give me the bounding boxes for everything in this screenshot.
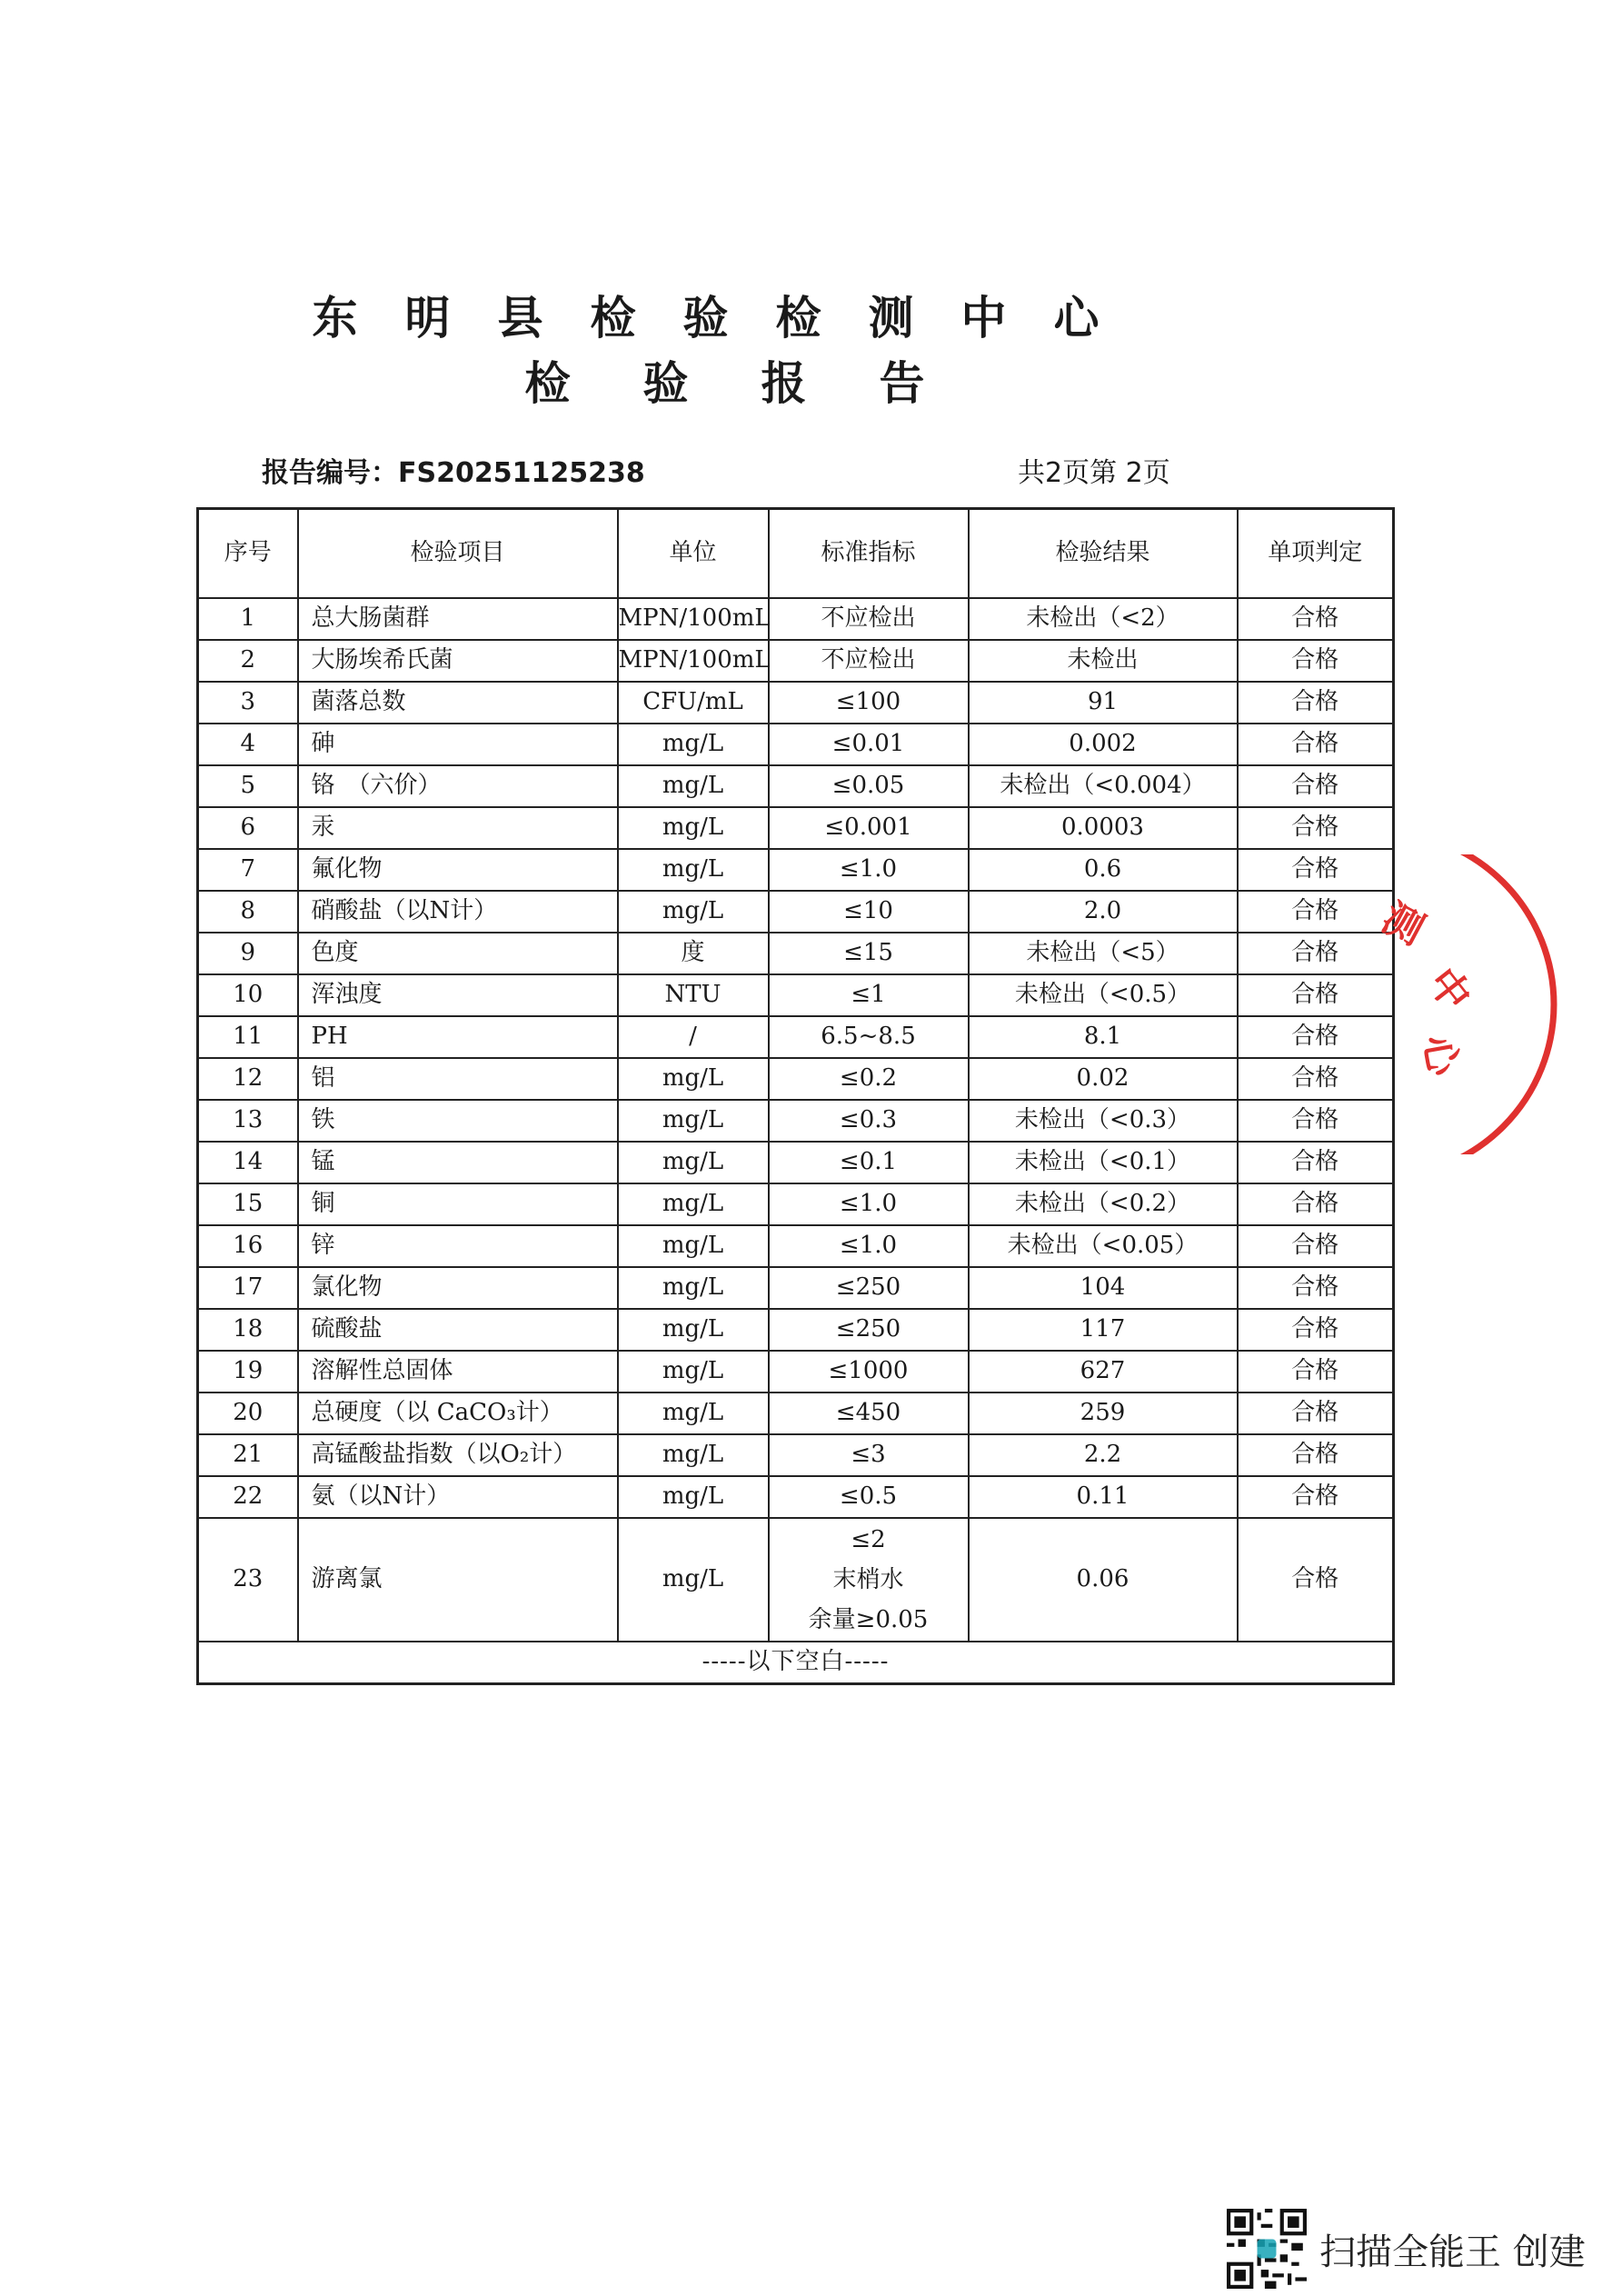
table-footer-row <box>198 1642 1394 1684</box>
cell-no: 14 <box>198 1142 298 1183</box>
table-row <box>198 682 1394 724</box>
cell-unit: mg/L <box>618 1434 769 1476</box>
cell-item: 汞 <box>298 807 618 849</box>
table-row <box>198 1267 1394 1309</box>
cell-item: 大肠埃希氏菌 <box>298 640 618 682</box>
cell-no: 18 <box>198 1309 298 1351</box>
cell-unit: mg/L <box>618 807 769 849</box>
cell-standard: ≤0.2 <box>769 1058 969 1100</box>
cell-unit: mg/L <box>618 1142 769 1183</box>
cell-judgement: 合格 <box>1238 891 1394 933</box>
cell-result: 2.0 <box>969 891 1238 933</box>
cell-item: 砷 <box>298 724 618 765</box>
table-row <box>198 598 1394 640</box>
table-row <box>198 1309 1394 1351</box>
cell-no: 21 <box>198 1434 298 1476</box>
cell-result: 8.1 <box>969 1016 1238 1058</box>
cell-item: 硝酸盐（以N计） <box>298 891 618 933</box>
cell-no: 19 <box>198 1351 298 1393</box>
cell-no: 6 <box>198 807 298 849</box>
cell-judgement: 合格 <box>1238 1267 1394 1309</box>
cell-standard: ≤0.01 <box>769 724 969 765</box>
cell-result: 未检出（<0.2） <box>969 1183 1238 1225</box>
cell-standard: ≤1000 <box>769 1351 969 1393</box>
table-row <box>198 849 1394 891</box>
cell-standard: ≤1.0 <box>769 1183 969 1225</box>
cell-result: 未检出（<0.5） <box>969 974 1238 1016</box>
blank-below-note: -----以下空白----- <box>198 1642 1394 1684</box>
results-table <box>196 507 1395 1685</box>
table-row <box>198 1476 1394 1518</box>
cell-judgement: 合格 <box>1238 1058 1394 1100</box>
standard-line: 末梢水 <box>832 1566 904 1593</box>
table-row <box>198 1100 1394 1142</box>
table-row <box>198 933 1394 974</box>
cell-item: 浑浊度 <box>298 974 618 1016</box>
cell-unit: mg/L <box>618 765 769 807</box>
table-row <box>198 765 1394 807</box>
cell-standard <box>769 1518 969 1642</box>
cell-judgement: 合格 <box>1238 1100 1394 1142</box>
cell-unit: mg/L <box>618 1309 769 1351</box>
cell-unit: mg/L <box>618 849 769 891</box>
cell-standard: ≤0.1 <box>769 1142 969 1183</box>
qr-code-icon <box>1227 2209 1307 2289</box>
cell-item: 高锰酸盐指数（以O₂计） <box>298 1434 618 1476</box>
cell-judgement: 合格 <box>1238 849 1394 891</box>
cell-result: 0.6 <box>969 849 1238 891</box>
cell-judgement: 合格 <box>1238 1183 1394 1225</box>
cell-no: 7 <box>198 849 298 891</box>
table-row <box>198 1058 1394 1100</box>
cell-standard: ≤3 <box>769 1434 969 1476</box>
table-row <box>198 1518 1394 1642</box>
cell-no: 22 <box>198 1476 298 1518</box>
cell-item: 溶解性总固体 <box>298 1351 618 1393</box>
table-row <box>198 1016 1394 1058</box>
cell-item: 硫酸盐 <box>298 1309 618 1351</box>
cell-unit: 度 <box>618 933 769 974</box>
cell-judgement: 合格 <box>1238 807 1394 849</box>
col-header-judgement: 单项判定 <box>1238 509 1394 599</box>
cell-standard: ≤1.0 <box>769 849 969 891</box>
cell-no: 4 <box>198 724 298 765</box>
cell-result: 627 <box>969 1351 1238 1393</box>
cell-unit: MPN/100mL <box>618 640 769 682</box>
cell-judgement: 合格 <box>1238 974 1394 1016</box>
cell-result: 0.0003 <box>969 807 1238 849</box>
cell-item: 铝 <box>298 1058 618 1100</box>
cell-judgement: 合格 <box>1238 1351 1394 1393</box>
cell-no: 11 <box>198 1016 298 1058</box>
cell-unit: mg/L <box>618 1058 769 1100</box>
cell-unit: CFU/mL <box>618 682 769 724</box>
cell-standard: ≤0.3 <box>769 1100 969 1142</box>
standard-line: ≤2 <box>851 1526 886 1553</box>
cell-unit: mg/L <box>618 1225 769 1267</box>
cell-judgement: 合格 <box>1238 682 1394 724</box>
cell-unit: mg/L <box>618 891 769 933</box>
cell-item: 铁 <box>298 1100 618 1142</box>
table-row <box>198 724 1394 765</box>
cell-standard: 不应检出 <box>769 640 969 682</box>
cell-no: 5 <box>198 765 298 807</box>
cell-judgement: 合格 <box>1238 1142 1394 1183</box>
cell-standard: ≤100 <box>769 682 969 724</box>
cell-judgement: 合格 <box>1238 765 1394 807</box>
cell-standard: ≤15 <box>769 933 969 974</box>
col-header-result: 检验结果 <box>969 509 1238 599</box>
cell-judgement: 合格 <box>1238 598 1394 640</box>
cell-unit: NTU <box>618 974 769 1016</box>
cell-no: 9 <box>198 933 298 974</box>
cell-unit: mg/L <box>618 1393 769 1434</box>
cell-standard: ≤1 <box>769 974 969 1016</box>
cell-unit: mg/L <box>618 1267 769 1309</box>
cell-item: 铜 <box>298 1183 618 1225</box>
cell-result: 0.002 <box>969 724 1238 765</box>
cell-unit: MPN/100mL <box>618 598 769 640</box>
table-row <box>198 1393 1394 1434</box>
col-header-item: 检验项目 <box>298 509 618 599</box>
cell-judgement: 合格 <box>1238 1434 1394 1476</box>
cell-no: 3 <box>198 682 298 724</box>
table-row <box>198 891 1394 933</box>
stamp-char: 测 <box>1374 894 1432 954</box>
cell-standard: ≤450 <box>769 1393 969 1434</box>
cell-unit: mg/L <box>618 1183 769 1225</box>
scanner-watermark-text: 扫描全能王 创建 <box>1319 2231 1586 2273</box>
cell-item: 锰 <box>298 1142 618 1183</box>
standard-line: 余量≥0.05 <box>808 1606 929 1633</box>
cell-judgement: 合格 <box>1238 640 1394 682</box>
cell-result: 0.11 <box>969 1476 1238 1518</box>
cell-judgement: 合格 <box>1238 1476 1394 1518</box>
col-header-no: 序号 <box>198 509 298 599</box>
cell-unit: mg/L <box>618 724 769 765</box>
stamp-char: 中 <box>1418 959 1480 1020</box>
table-row <box>198 1183 1394 1225</box>
cell-item: 菌落总数 <box>298 682 618 724</box>
table-row <box>198 1225 1394 1267</box>
cell-result: 104 <box>969 1267 1238 1309</box>
cell-unit: mg/L <box>618 1476 769 1518</box>
cell-item: 氨（以N计） <box>298 1476 618 1518</box>
cell-item: 色度 <box>298 933 618 974</box>
official-seal-stamp <box>1363 854 1581 1154</box>
cell-no: 10 <box>198 974 298 1016</box>
cell-unit: mg/L <box>618 1518 769 1642</box>
cell-unit: / <box>618 1016 769 1058</box>
cell-result: 未检出（<2） <box>969 598 1238 640</box>
cell-result: 未检出（<5） <box>969 933 1238 974</box>
cell-no: 8 <box>198 891 298 933</box>
cell-no: 23 <box>198 1518 298 1642</box>
cell-no: 13 <box>198 1100 298 1142</box>
cell-standard: ≤0.001 <box>769 807 969 849</box>
cell-unit: mg/L <box>618 1100 769 1142</box>
cell-standard: ≤0.05 <box>769 765 969 807</box>
table-row <box>198 974 1394 1016</box>
table-header-row <box>198 509 1394 599</box>
cell-result: 未检出（<0.004） <box>969 765 1238 807</box>
cell-result: 未检出（<0.3） <box>969 1100 1238 1142</box>
cell-item: 总硬度（以 CaCO₃计） <box>298 1393 618 1434</box>
cell-unit: mg/L <box>618 1351 769 1393</box>
doc-title: 检验报告 <box>524 357 998 410</box>
cell-result: 0.02 <box>969 1058 1238 1100</box>
cell-result: 未检出（<0.1） <box>969 1142 1238 1183</box>
cell-result: 259 <box>969 1393 1238 1434</box>
cell-judgement: 合格 <box>1238 724 1394 765</box>
table-row <box>198 1351 1394 1393</box>
cell-item: 氯化物 <box>298 1267 618 1309</box>
cell-judgement: 合格 <box>1238 1225 1394 1267</box>
col-header-unit: 单位 <box>618 509 769 599</box>
col-header-standard: 标准指标 <box>769 509 969 599</box>
cell-standard: ≤250 <box>769 1267 969 1309</box>
cell-judgement: 合格 <box>1238 1518 1394 1642</box>
table-row <box>198 1142 1394 1183</box>
cell-standard: ≤0.5 <box>769 1476 969 1518</box>
cell-item: 氟化物 <box>298 849 618 891</box>
cell-result: 2.2 <box>969 1434 1238 1476</box>
cell-item: 锌 <box>298 1225 618 1267</box>
cell-no: 2 <box>198 640 298 682</box>
cell-standard: 6.5~8.5 <box>769 1016 969 1058</box>
cell-item: 游离氯 <box>298 1518 618 1642</box>
cell-item: 铬 （六价） <box>298 765 618 807</box>
cell-no: 20 <box>198 1393 298 1434</box>
report-number: 报告编号：FS20251125238 <box>262 457 645 489</box>
cell-standard: ≤1.0 <box>769 1225 969 1267</box>
table-row <box>198 807 1394 849</box>
stamp-char: 心 <box>1413 1032 1467 1080</box>
page-count: 共2页第 2页 <box>1018 457 1170 489</box>
cell-standard: 不应检出 <box>769 598 969 640</box>
cell-judgement: 合格 <box>1238 1393 1394 1434</box>
cell-no: 15 <box>198 1183 298 1225</box>
org-title: 东明县检验检测中心 <box>312 292 1147 344</box>
cell-no: 17 <box>198 1267 298 1309</box>
cell-item: PH <box>298 1016 618 1058</box>
cell-result: 0.06 <box>969 1518 1238 1642</box>
cell-no: 12 <box>198 1058 298 1100</box>
table-row <box>198 640 1394 682</box>
cell-standard: ≤250 <box>769 1309 969 1351</box>
cell-judgement: 合格 <box>1238 1309 1394 1351</box>
cell-judgement: 合格 <box>1238 933 1394 974</box>
cell-judgement: 合格 <box>1238 1016 1394 1058</box>
scanner-watermark <box>1227 2209 1586 2289</box>
cell-no: 1 <box>198 598 298 640</box>
cell-result: 未检出（<0.05） <box>969 1225 1238 1267</box>
cell-standard: ≤10 <box>769 891 969 933</box>
cell-result: 117 <box>969 1309 1238 1351</box>
cell-result: 91 <box>969 682 1238 724</box>
table-row <box>198 1434 1394 1476</box>
cell-result: 未检出 <box>969 640 1238 682</box>
cell-no: 16 <box>198 1225 298 1267</box>
cell-item: 总大肠菌群 <box>298 598 618 640</box>
table-body <box>198 598 1394 1684</box>
